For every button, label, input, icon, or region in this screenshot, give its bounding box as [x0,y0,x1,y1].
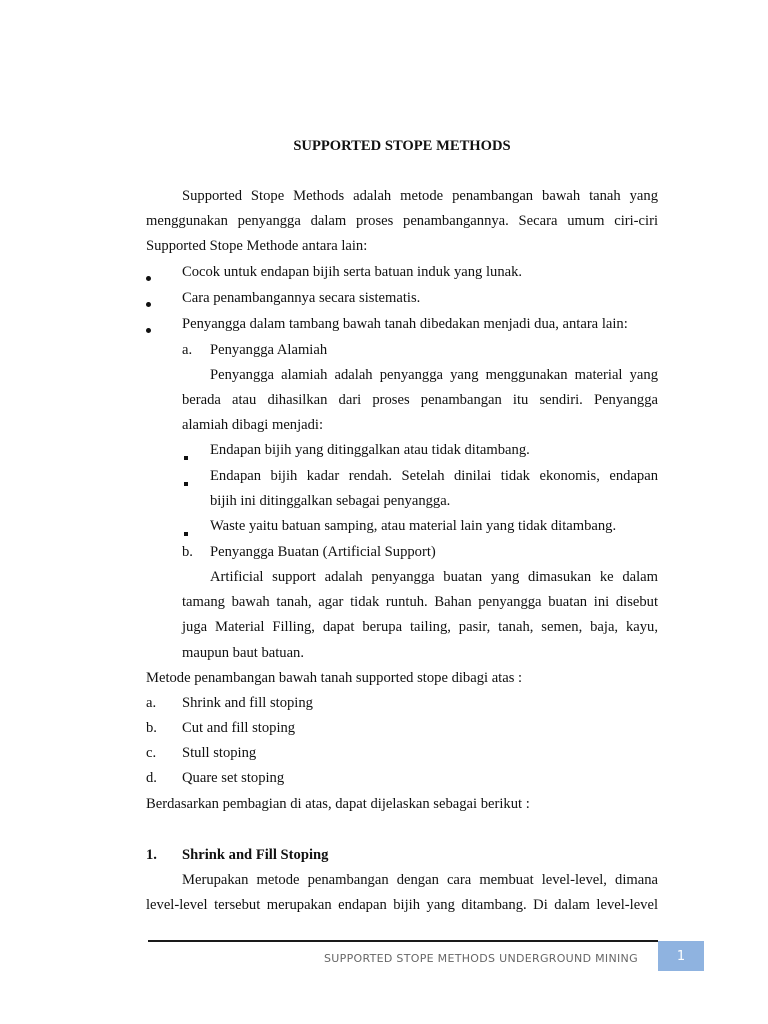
alami-item-2: Endapan bijih kadar rendah. Setelah dinilai tidak ekonomis, endapan [210,468,658,484]
alami-p2: berada atau dihasilkan dari proses penambangan itu sendiri. Penyangga [182,392,658,408]
intro-line-2: menggunakan penyangga dalam proses penambangannya. Secara umum ciri-ciri [146,213,658,229]
section-heading: Shrink and Fill Stoping [182,847,329,863]
section-line-2: level-level tersebut merupakan endapan bijih yang ditambang. Di dalam level-level [146,897,658,913]
square-bullet-icon [184,448,188,465]
bullet-dot-icon [146,295,151,312]
bullet-item-1: Cocok untuk endapan bijih serta batuan induk yang lunak. [182,264,523,280]
section-number: 1. [146,847,157,863]
bullet-dot-icon [146,269,151,286]
bullet-item-2: Cara penambangannya secara sistematis. [182,290,421,306]
alami-p1: Penyangga alamiah adalah penyangga yang menggunakan material yang [210,367,658,383]
bullet-dot-icon [146,321,151,338]
section-line-1: Merupakan metode penambangan dengan cara membuat level-level, dimana [182,872,658,888]
buatan-heading: Penyangga Buatan (Artificial Support) [210,544,436,560]
alami-item-2-cont: bijih ini ditinggalkan sebagai penyangga. [210,493,451,509]
buatan-p3: juga Material Filling, dapat berupa tailing, pasir, tanah, semen, baja, kayu, [182,619,658,635]
method-marker: b. [146,720,157,736]
footer-text: SUPPORTED STOPE METHODS UNDERGROUND MINING [324,952,638,965]
method-item: Shrink and fill stoping [182,695,313,711]
alami-item-3: Waste yaitu batuan samping, atau material lain yang tidak ditambang. [210,518,617,534]
method-marker: c. [146,745,157,761]
method-item: Cut and fill stoping [182,720,296,736]
alami-marker: a. [182,342,193,358]
method-item: Stull stoping [182,745,257,761]
square-bullet-icon [184,474,188,491]
explain-line: Berdasarkan pembagian di atas, dapat dijelaskan sebagai berikut : [146,796,530,812]
buatan-p1: Artificial support adalah penyangga buatan yang dimasukan ke dalam [210,569,658,585]
intro-line-1: Supported Stope Methods adalah metode penambangan bawah tanah yang [182,188,658,204]
alami-heading: Penyangga Alamiah [210,342,328,358]
page-number-badge: 1 [658,941,704,971]
page-title: SUPPORTED STOPE METHODS [293,138,511,154]
method-item: Quare set stoping [182,770,285,786]
bullet-item-3: Penyangga dalam tambang bawah tanah dibedakan menjadi dua, antara lain: [182,316,628,332]
footer-rule [148,940,658,942]
alami-p3: alamiah dibagi menjadi: [182,417,324,433]
buatan-p4: maupun baut batuan. [182,645,304,661]
method-marker: d. [146,770,157,786]
alami-item-1: Endapan bijih yang ditinggalkan atau tidak ditambang. [210,442,530,458]
methods-intro: Metode penambangan bawah tanah supported stope dibagi atas : [146,670,523,686]
square-bullet-icon [184,524,188,541]
buatan-p2: tamang bawah tanah, agar tidak runtuh. Bahan penyangga buatan ini disebut [182,594,658,610]
intro-line-3: Supported Stope Methode antara lain: [146,238,368,254]
buatan-marker: b. [182,544,193,560]
method-marker: a. [146,695,157,711]
